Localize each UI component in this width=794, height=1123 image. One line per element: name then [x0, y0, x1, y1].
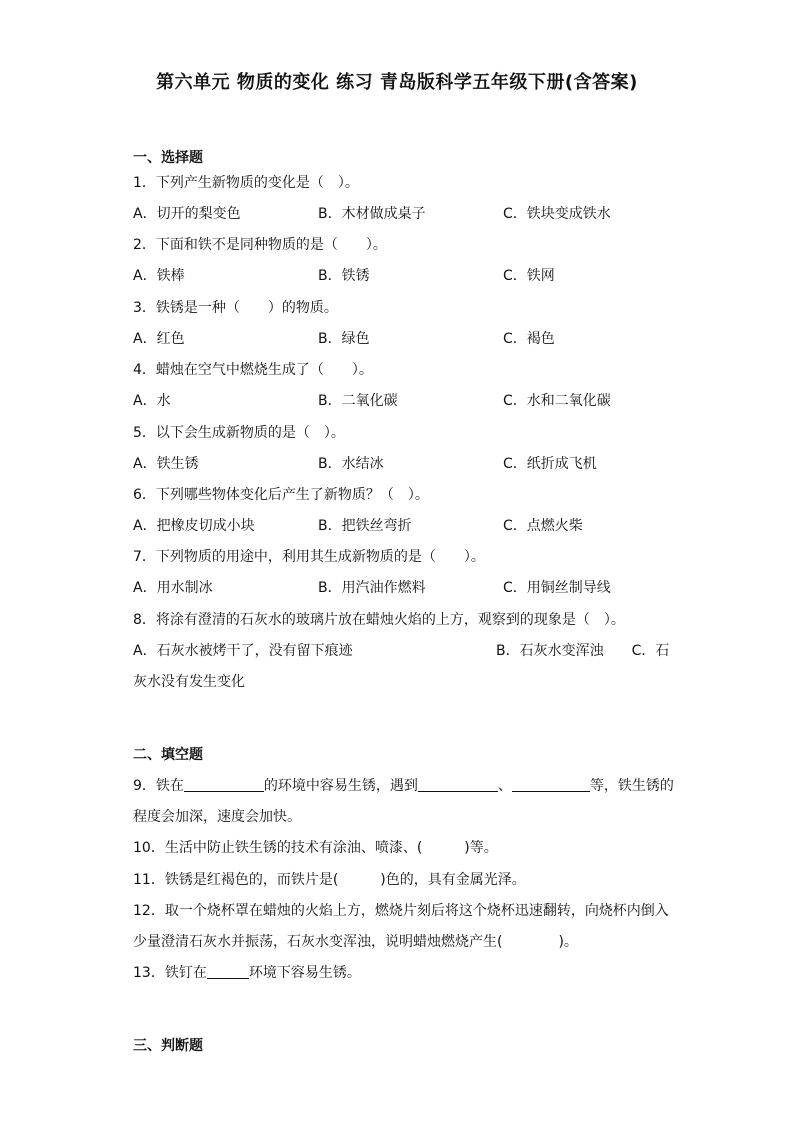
- q8-option-a: A．石灰水被烤干了，没有留下痕迹: [133, 643, 353, 659]
- question-4: 4．蜡烛在空气中燃烧生成了（ ）。: [133, 362, 373, 378]
- q5-option-a: A．铁生锈: [133, 456, 199, 472]
- q5-option-b: B．水结冰: [318, 456, 384, 472]
- q8-option-b: B．石灰水变浑浊 C．石: [496, 643, 670, 659]
- question-11: 11．铁锈是红褐色的，而铁片是( )色的，具有金属光泽。: [133, 872, 526, 888]
- q9-blank-2[interactable]: [418, 777, 498, 792]
- question-9-continued: 程度会加深，速度会加快。: [133, 809, 301, 825]
- question-1: 1．下列产生新物质的变化是（ ）。: [133, 175, 359, 191]
- q4-option-b: B．二氧化碳: [318, 393, 398, 409]
- q3-option-b: B．绿色: [318, 331, 370, 347]
- question-12: 12．取一个烧杯罩在蜡烛的火焰上方，燃烧片刻后将这个烧杯迅速翻转，向烧杯内倒入: [133, 903, 669, 919]
- q7-option-c: C．用铜丝制导线: [503, 580, 611, 596]
- q3-option-c: C．褐色: [503, 331, 555, 347]
- q9-blank-1[interactable]: [184, 777, 264, 792]
- q7-option-b: B．用汽油作燃料: [318, 580, 426, 596]
- page-title: 第六单元 物质的变化 练习 青岛版科学五年级下册(含答案): [156, 72, 638, 93]
- q13-blank[interactable]: [207, 964, 249, 979]
- q13-text-1: 13．铁钉在: [133, 965, 207, 981]
- question-3: 3．铁锈是一种（ ）的物质。: [133, 300, 338, 316]
- question-7: 7．下列物质的用途中，利用其生成新物质的是（ ）。: [133, 549, 485, 565]
- q9-text-1: 9．铁在: [133, 778, 184, 794]
- q1-option-b: B．木材做成桌子: [318, 206, 426, 222]
- q9-blank-3[interactable]: [512, 777, 590, 792]
- q6-option-a: A．把橡皮切成小块: [133, 518, 255, 534]
- q1-option-c: C．铁块变成铁水: [503, 206, 611, 222]
- question-2: 2．下面和铁不是同种物质的是（ ）。: [133, 237, 387, 253]
- section-heading-fill: 二、填空题: [133, 747, 203, 763]
- q9-text-3: 、: [497, 778, 512, 794]
- q8-option-c-continued: 灰水没有发生变化: [133, 674, 245, 690]
- section-heading-judge: 三、判断题: [133, 1038, 203, 1054]
- question-6: 6．下列哪些物体变化后产生了新物质？（ ）。: [133, 487, 429, 503]
- q13-text-2: 环境下容易生锈。: [248, 965, 361, 981]
- question-9: [133, 775, 674, 795]
- q2-option-a: A．铁棒: [133, 268, 185, 284]
- q5-option-c: C．纸折成飞机: [503, 456, 597, 472]
- q3-option-a: A．红色: [133, 331, 185, 347]
- question-8: 8．将涂有澄清的石灰水的玻璃片放在蜡烛火焰的上方，观察到的现象是（ ）。: [133, 612, 625, 628]
- section-heading-choice: 一、选择题: [133, 150, 203, 166]
- q7-option-a: A．用水制冰: [133, 580, 213, 596]
- q2-option-b: B．铁锈: [318, 268, 370, 284]
- q6-option-b: B．把铁丝弯折: [318, 518, 412, 534]
- q9-text-2: 的环境中容易生锈，遇到: [263, 778, 418, 794]
- question-12-continued: 少量澄清石灰水并振荡，石灰水变浑浊，说明蜡烛燃烧产生( )。: [133, 934, 578, 950]
- q4-option-a: A．水: [133, 393, 171, 409]
- question-13: [133, 962, 361, 982]
- q1-option-a: A．切开的梨变色: [133, 206, 241, 222]
- question-5: 5．以下会生成新物质的是（ ）。: [133, 425, 345, 441]
- q9-text-4: 等，铁生锈的: [589, 778, 674, 794]
- q2-option-c: C．铁网: [503, 268, 555, 284]
- q4-option-c: C．水和二氧化碳: [503, 393, 611, 409]
- question-10: 10．生活中防止铁生锈的技术有涂油、喷漆、( )等。: [133, 840, 498, 856]
- q6-option-c: C．点燃火柴: [503, 518, 583, 534]
